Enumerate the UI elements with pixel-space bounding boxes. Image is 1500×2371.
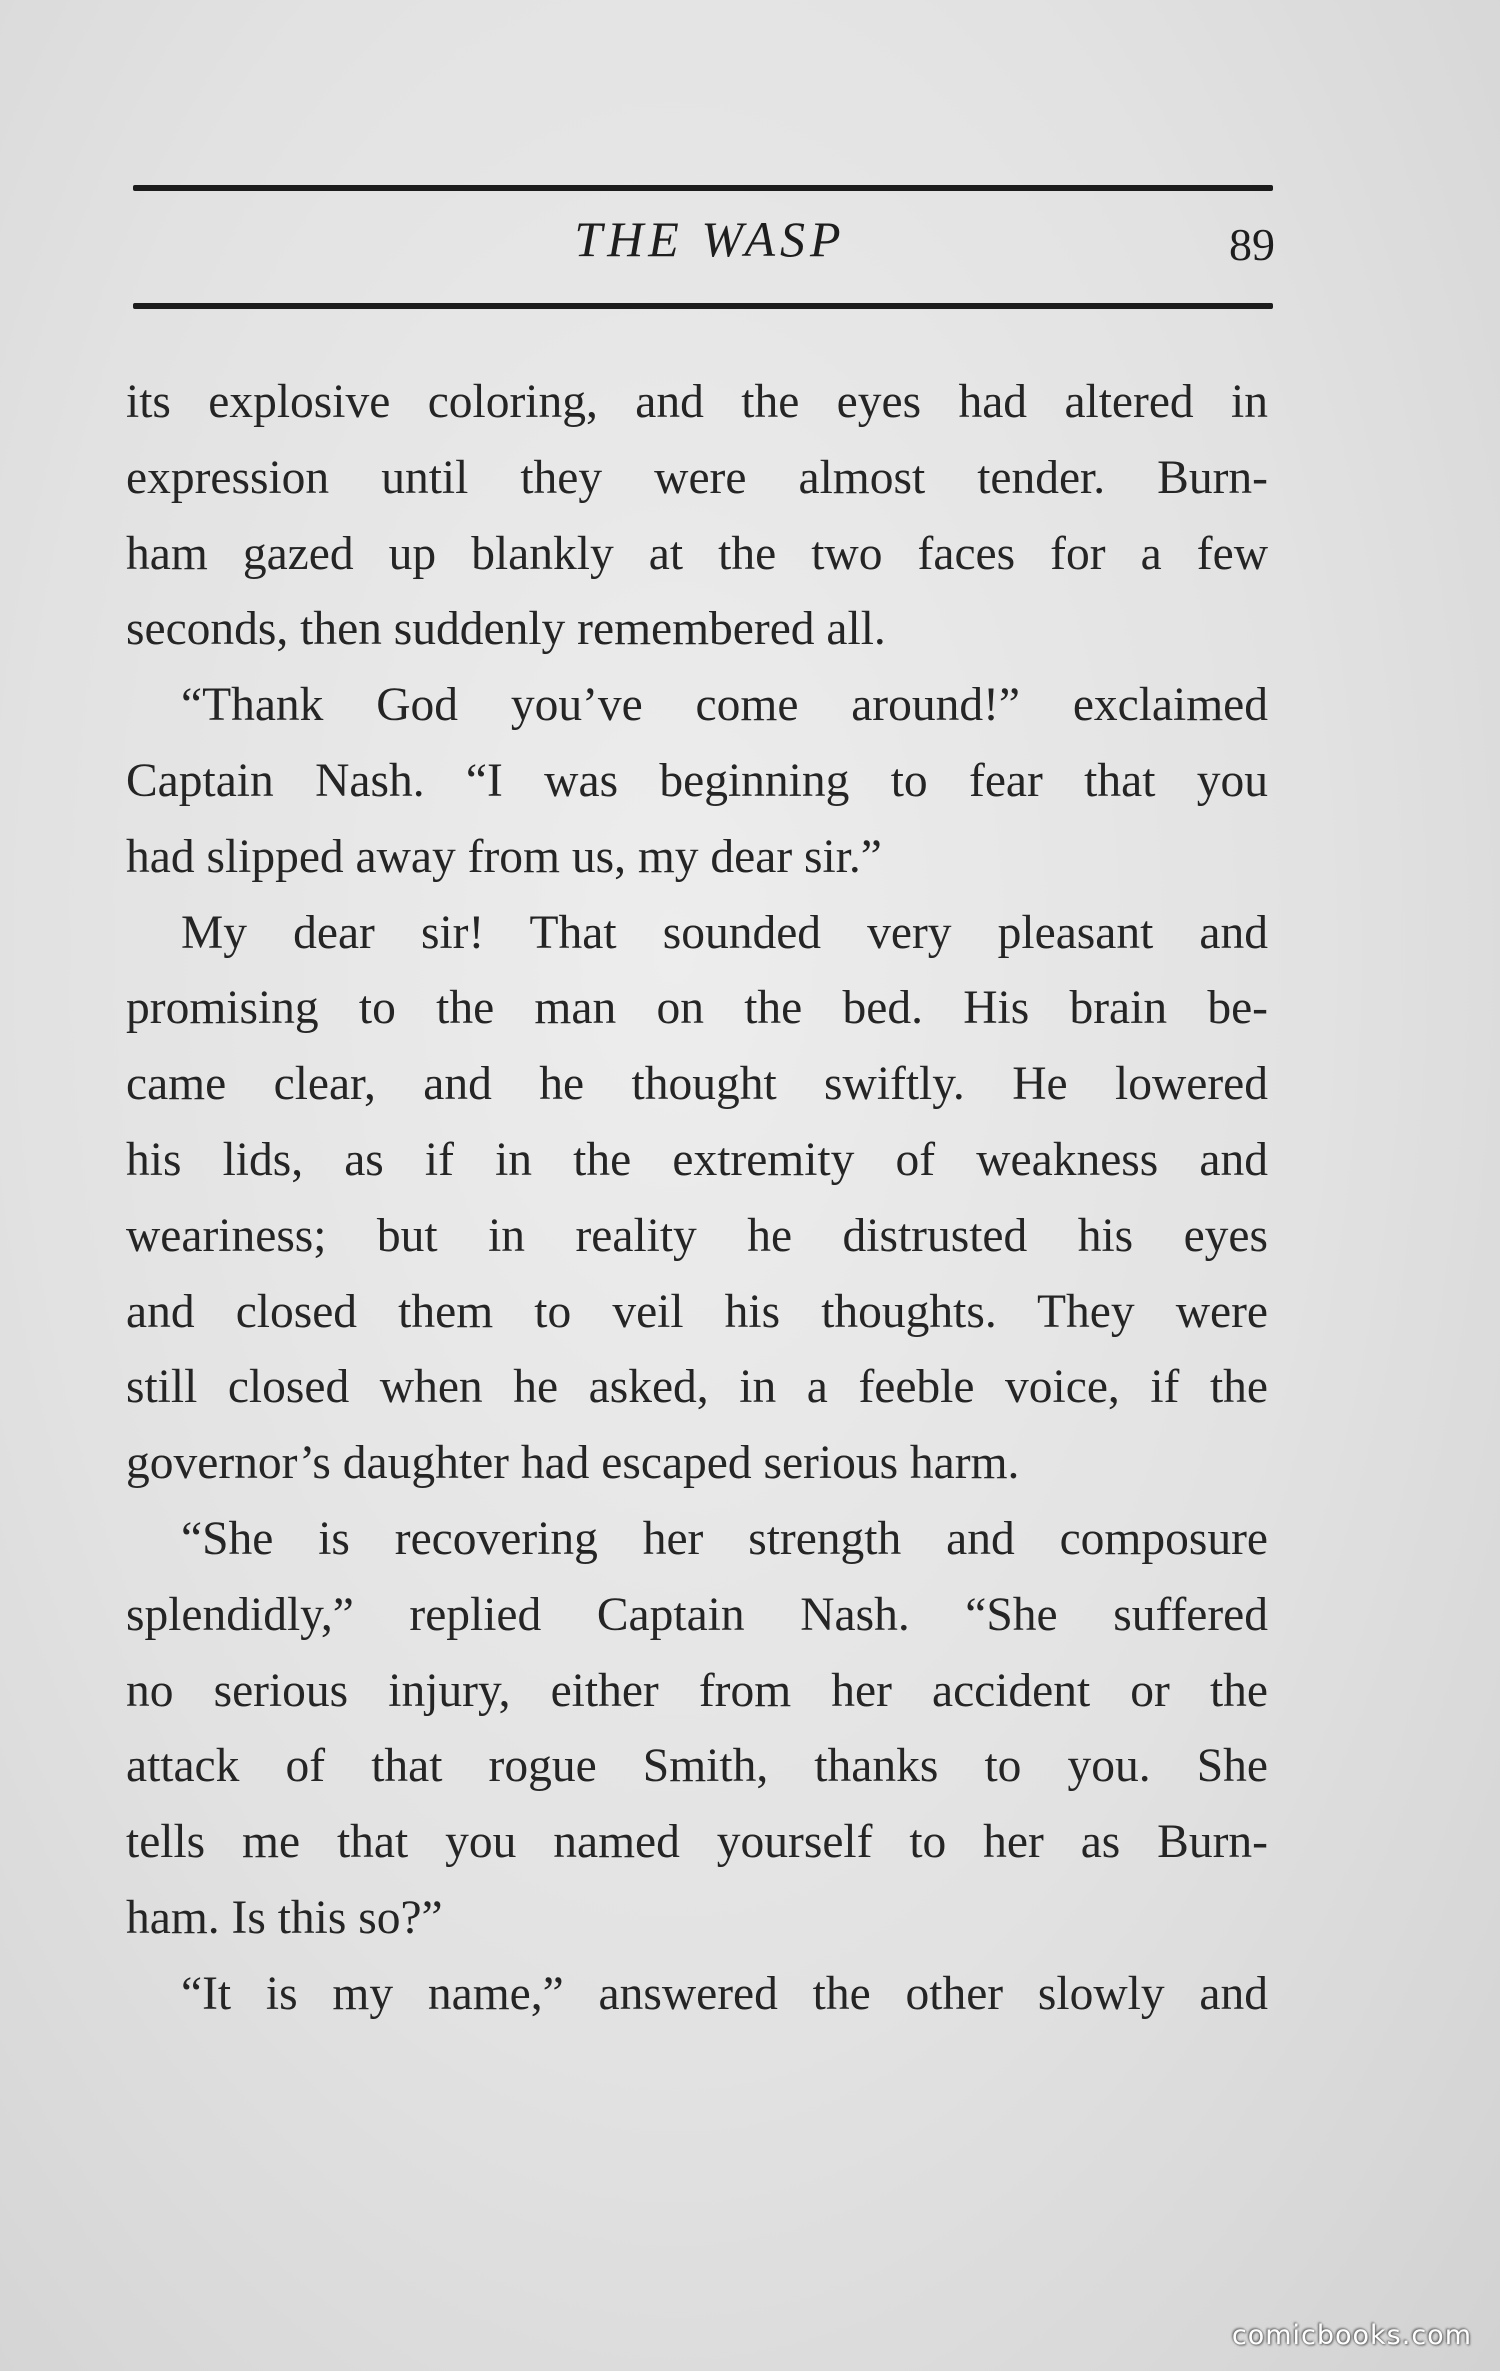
header-rule-bottom [133, 303, 1273, 309]
text-line: splendidly,” replied Captain Nash. “She suffered [126, 1588, 1268, 1641]
body-text [126, 365, 1268, 2033]
text-line: promising to the man on the bed. His brain be- [126, 982, 1268, 1035]
text-line: no serious injury, either from her accident or the [126, 1664, 1268, 1717]
text-line: tells me that you named yourself to her as Burn- [126, 1816, 1268, 1869]
text-line: ham. Is this so?” [126, 1891, 443, 1944]
text-line: “Thank God you’ve come around!” exclaimed [181, 679, 1268, 732]
text-line: “She is recovering her strength and composure [181, 1512, 1268, 1565]
text-line: his lids, as if in the extremity of weakness and [126, 1133, 1268, 1186]
text-line: seconds, then suddenly remembered all. [126, 603, 886, 656]
text-line: came clear, and he thought swiftly. He lowered [126, 1058, 1268, 1111]
text-line: “It is my name,” answered the other slowly and [181, 1967, 1268, 2020]
text-line: its explosive coloring, and the eyes had altered in [126, 376, 1268, 428]
text-line: Captain Nash. “I was beginning to fear that you [126, 754, 1268, 807]
header-rule-top [133, 185, 1273, 191]
text-line: expression until they were almost tender. Burn- [126, 451, 1268, 504]
running-title: THE WASP [574, 211, 846, 267]
page-number: 89 [1229, 219, 1275, 270]
text-line: ham gazed up blankly at the two faces for a few [126, 527, 1268, 580]
text-line: governor’s daughter had escaped serious harm. [126, 1437, 1020, 1490]
text-line: attack of that rogue Smith, thanks to you. She [126, 1740, 1268, 1793]
text-line: had slipped away from us, my dear sir.” [126, 830, 882, 883]
text-line: weariness; but in reality he distrusted his eyes [126, 1209, 1268, 1262]
text-line: and closed them to veil his thoughts. They were [126, 1285, 1268, 1338]
watermark: comicbooks.com [1231, 2320, 1472, 2351]
text-line: My dear sir! That sounded very pleasant and [181, 906, 1268, 959]
text-line: still closed when he asked, in a feeble voice, if the [126, 1361, 1268, 1414]
